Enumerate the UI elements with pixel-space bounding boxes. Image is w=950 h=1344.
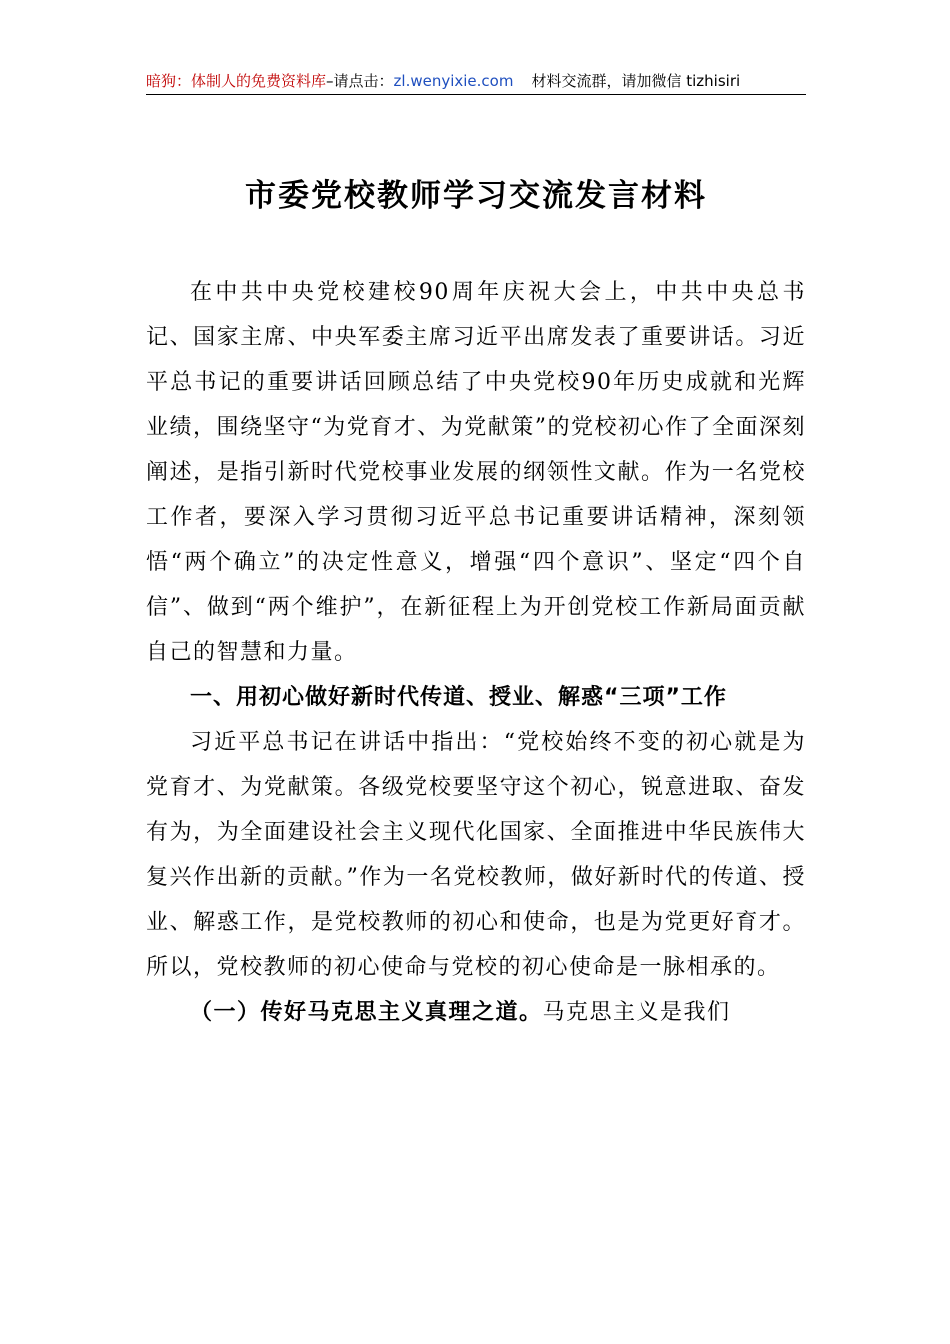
document-title: 市委党校教师学习交流发言材料 bbox=[245, 178, 707, 214]
header-prompt: –请点击： bbox=[326, 72, 394, 90]
subsection-1-label: （一）传好马克思主义真理之道。 bbox=[190, 999, 543, 1025]
intro-paragraph: 在中共中央党校建校90周年庆祝大会上，中共中央总书记、国家主席、中央军委主席习近平出席发表了重要讲话。习近平总书记的重要讲话回顾总结了中央党校90年历史成就和光辉业绩，围绕坚守“为党育才、为党献策”的党校初心作了全面深刻阐述，是指引新时代党校事业发展的纲领性文献。作为一名党校工作者，要深入学习贯彻习近平总书记重要讲话精神，深刻领悟“两个确立”的决定性意义，增强“四个意识”、坚定“四个自信”、做到“两个维护”，在新征程上为开创党校工作新局面贡献自己的智慧和力量。 bbox=[146, 280, 806, 665]
subsection-1-paragraph bbox=[146, 990, 806, 1035]
header-link[interactable]: zl.wenyixie.com bbox=[393, 72, 514, 90]
subsection-1-text: 马克思主义是我们 bbox=[542, 1000, 731, 1025]
page-header-banner bbox=[146, 68, 806, 95]
document-body bbox=[146, 270, 806, 1035]
header-brand: 暗狗：体制人的免费资料库 bbox=[146, 72, 327, 90]
section-1-paragraph: 习近平总书记在讲话中指出：“党校始终不变的初心就是为党育才、为党献策。各级党校要坚守这个初心，锐意进取、奋发有为，为全面建设社会主义现代化国家、全面推进中华民族伟大复兴作出新的贡献。”作为一名党校教师，做好新时代的传道、授业、解惑工作，是党校教师的初心和使命，也是为党更好育才。所以，党校教师的初心使命与党校的初心使命是一脉相承的。 bbox=[146, 730, 806, 980]
section-heading-1: 一、用初心做好新时代传道、授业、解惑“三项”工作 bbox=[190, 685, 727, 710]
header-contact: 材料交流群，请加微信 tizhisiri bbox=[531, 72, 741, 90]
